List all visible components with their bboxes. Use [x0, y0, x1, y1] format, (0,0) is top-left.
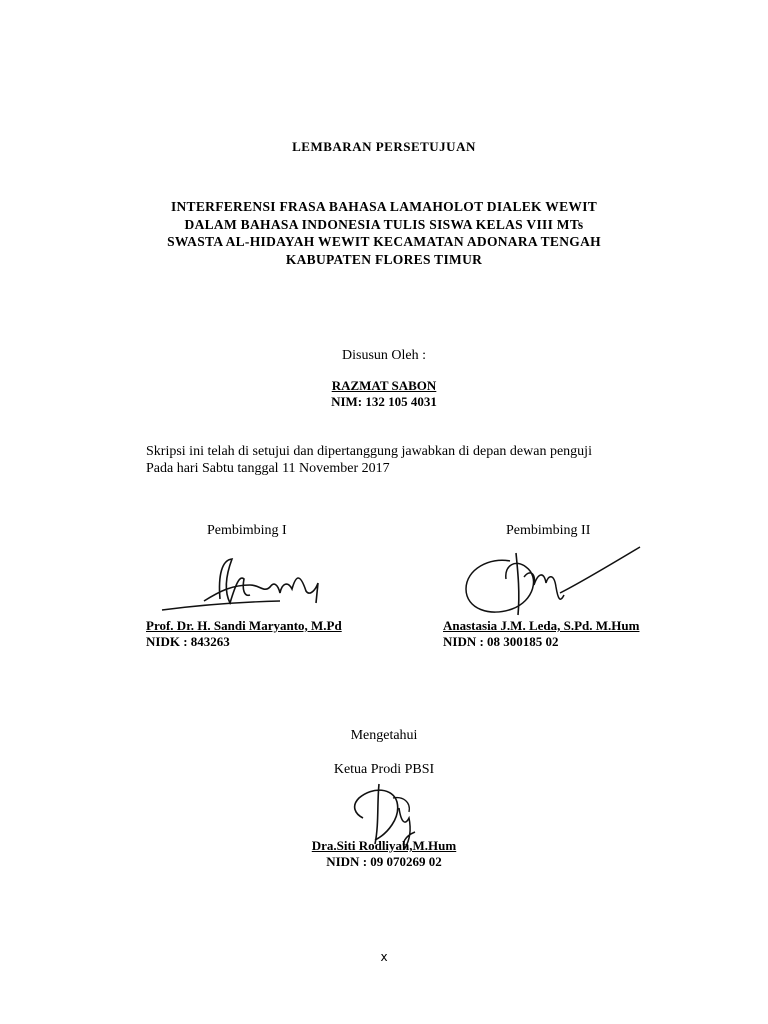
statement-line: Pada hari Sabtu tanggal 11 November 2017 [146, 461, 390, 476]
head-name: Dra.Siti Rodliyah,M.Hum [311, 838, 457, 853]
head-id: NIDN : 09 070269 02 [326, 854, 442, 869]
advisor2-id: NIDN : 08 300185 02 [443, 634, 559, 649]
head-role: Ketua Prodi PBSI [333, 762, 435, 777]
acknowledged-label: Mengetahui [350, 728, 418, 743]
advisor2-name: Anastasia J.M. Leda, S.Pd. M.Hum [443, 618, 640, 633]
thesis-title-line: DALAM BAHASA INDONESIA TULIS SISWA KELAS VIII MTs [184, 216, 584, 232]
compiled-by-label: Disusun Oleh : [342, 348, 426, 363]
advisor1-role: Pembimbing I [207, 523, 287, 538]
approval-statement [146, 443, 706, 477]
author-name: RAZMAT SABON [331, 378, 437, 393]
statement-line: Skripsi ini telah di setujui dan dipertanggung jawabkan di depan dewan penguji [146, 444, 592, 459]
advisor1-signature [160, 555, 330, 615]
thesis-title-line: SWASTA AL-HIDAYAH WEWIT KECAMATAN ADONARA TENGAH [167, 234, 601, 249]
page-number: x [380, 950, 388, 964]
advisor1-id: NIDK : 843263 [146, 634, 230, 649]
thesis-title-line: KABUPATEN FLORES TIMUR [285, 251, 483, 267]
author-nim: NIM: 132 105 4031 [331, 394, 437, 409]
advisor2-role: Pembimbing II [506, 523, 591, 538]
thesis-title [0, 198, 768, 268]
advisor1-name: Prof. Dr. H. Sandi Maryanto, M.Pd [146, 618, 342, 633]
advisor2-signature [460, 543, 645, 623]
page-heading: LEMBARAN PERSETUJUAN [292, 139, 476, 154]
thesis-title-line: INTERFERENSI FRASA BAHASA LAMAHOLOT DIALEK WEWIT [170, 199, 598, 214]
